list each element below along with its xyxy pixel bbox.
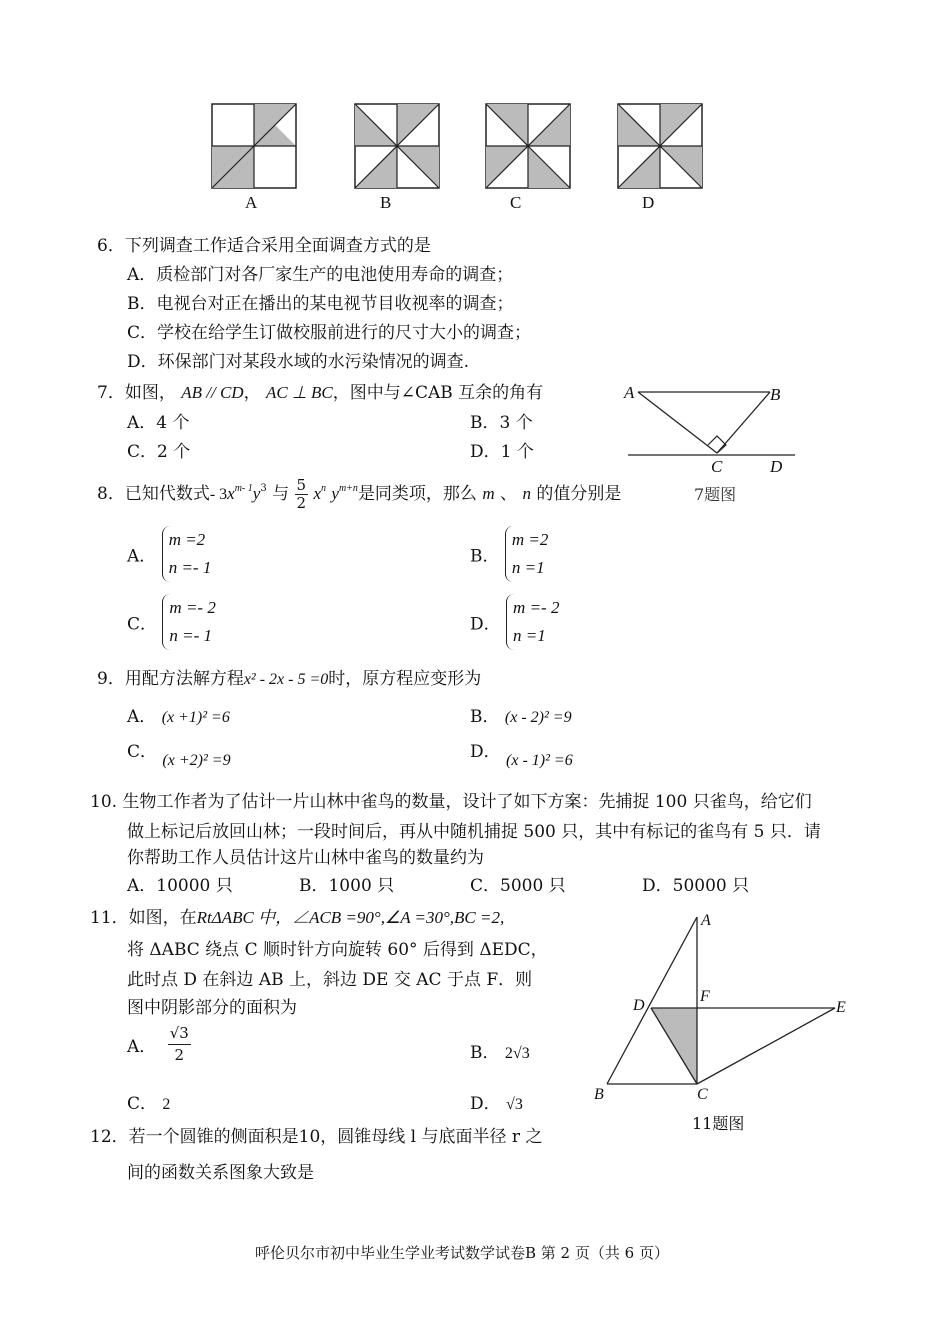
q10-option-d: D．50000 只 [642, 876, 750, 896]
q8-c-eq2: n =- 1 [169, 626, 213, 645]
q8-frac-num: 5 [296, 476, 307, 494]
q10-option-c: C．5000 只 [470, 876, 566, 896]
q11-c-label: C． [127, 1094, 158, 1114]
pinwheel-label-b: B [380, 193, 392, 212]
q8-term2-yexp: m+n [338, 483, 358, 494]
pinwheel-a [212, 104, 296, 188]
q9-option-c [127, 737, 231, 769]
q11-fig-label-a: A [701, 912, 711, 929]
q11-b-label: B． [470, 1043, 500, 1063]
q8-option-d-label: D． [470, 614, 501, 635]
q9-stem-post: 时，原方程应变形为 [328, 669, 482, 689]
q11-a-label: A． [127, 1037, 157, 1057]
pinwheel-figures [0, 0, 950, 220]
q7-fig-label-b: B [770, 385, 781, 404]
page-footer: 呼伦贝尔市初中毕业生学业考试数学试卷B 第 2 页（共 6 页） [255, 1244, 669, 1262]
q11-fig-label-c: C [697, 1086, 708, 1103]
q8-option-a-system [162, 526, 212, 582]
q11-fig-label-d: D [633, 997, 645, 1014]
q7-option-c: C．2 个 [127, 442, 191, 462]
q11-d-label: D． [470, 1094, 501, 1114]
q8-stem-mid: 是同类项，那么 [357, 484, 477, 504]
q8-comma: 、 [500, 484, 518, 504]
q9-a-label: A． [127, 707, 157, 727]
q7-fig-label-c: C [711, 457, 723, 476]
q11-line1 [90, 903, 504, 928]
q8-d-eq1: m =- 2 [513, 598, 560, 617]
q8-stem [97, 469, 621, 515]
q8-a-eq2: n =- 1 [168, 558, 212, 577]
q7-option-a: A．4 个 [127, 413, 190, 433]
q8-a-eq1: m =2 [168, 530, 206, 549]
q8-num: 8． [97, 484, 125, 504]
q11-fig-caption: 11题图 [692, 1114, 745, 1133]
q9-a-expr: (x +1)² =6 [161, 709, 230, 726]
q9-option-b [470, 702, 572, 727]
q11-fig-label-e: E [836, 999, 846, 1016]
pinwheel-b [355, 104, 439, 188]
q11-line2: 将 ΔABC 绕点 C 顺时针方向旋转 60° 后得到 ΔEDC， [127, 940, 548, 960]
q11-option-d [470, 1089, 523, 1114]
q11-a-num: √3 [168, 1025, 191, 1045]
q7-stem-pre: 如图， [124, 383, 176, 403]
q6-option-b: B．电视台对正在播出的某电视节目收视率的调查； [127, 294, 514, 314]
q10-option-a: A．10000 只 [127, 876, 233, 896]
q9-option-a [127, 702, 230, 727]
q8-b-eq2: n =1 [511, 558, 545, 577]
q11-a-den: 2 [174, 1046, 185, 1064]
q8-term2-xexp: n [321, 483, 326, 494]
q9-b-label: B． [470, 707, 500, 727]
q8-option-a [127, 526, 211, 582]
q8-stem-pre: 已知代数式 [124, 484, 210, 504]
q11-option-b [470, 1038, 530, 1063]
q11-option-c [127, 1089, 170, 1114]
q9-b-expr: (x - 2)² =9 [504, 709, 572, 726]
q9-num: 9． [97, 669, 125, 689]
q10-line1: 10. 生物工作者为了估计一片山林中雀鸟的数量，设计了如下方案：先捕捉 100 只雀鸟，给它们 [90, 792, 812, 812]
q7-fig-caption: 7题图 [694, 485, 737, 504]
q8-var-m: m [482, 484, 495, 503]
q11-fig-label-b: B [594, 1086, 604, 1103]
q9-c-expr: (x +2)² =9 [162, 752, 231, 769]
q8-term1-xexp: m- 1 [234, 483, 253, 494]
q6-option-c: C．学校在给学生订做校服前进行的尺寸大小的调查； [127, 323, 532, 343]
q8-option-c-label: C． [127, 614, 158, 635]
q11-line3: 此时点 D 在斜边 AB 上，斜边 DE 交 AC 于点 F．则 [127, 970, 533, 990]
q9-c-label: C． [127, 742, 158, 762]
q8-option-b [470, 526, 548, 582]
q9-d-label: D． [470, 742, 501, 762]
q8-term1-x: x [227, 484, 235, 503]
q8-fraction [295, 477, 309, 512]
q7-fig-label-a: A [624, 383, 635, 402]
q8-option-a-label: A． [127, 546, 157, 567]
q9-stem [97, 664, 481, 689]
q8-option-b-system [505, 526, 549, 582]
q10-option-b: B．1000 只 [299, 876, 395, 896]
q8-term2-y: y [331, 484, 339, 503]
q7-stem [97, 378, 543, 403]
q11-line1-expr: RtΔABC 中，∠ACB =90°,∠A =30°,BC =2, [196, 908, 505, 927]
q8-frac-den: 2 [296, 494, 307, 512]
q7-fig-label-d: D [770, 457, 783, 476]
q6-option-a: A．质检部门对各厂家生产的电池使用寿命的调查； [127, 265, 514, 285]
q8-d-eq2: n =1 [513, 626, 546, 645]
q8-c-eq1: m =- 2 [169, 598, 216, 617]
pinwheel-c [486, 104, 570, 188]
q8-option-c [127, 594, 216, 650]
q8-term1-coef: - 3 [209, 486, 228, 503]
q8-option-d-system [506, 594, 559, 650]
q11-option-a [127, 1025, 191, 1064]
q11-figure [590, 905, 860, 1095]
q11-fig-label-f: F [700, 988, 710, 1005]
q6-option-d: D．环保部门对某段水域的水污染情况的调查. [127, 352, 470, 372]
q11-c-expr: 2 [162, 1096, 171, 1113]
q8-b-eq1: m =2 [511, 530, 549, 549]
q10-line3: 你帮助工作人员估计这片山林中雀鸟的数量约为 [127, 848, 484, 868]
q9-equation: x² - 2x - 5 =0 [243, 671, 329, 688]
q11-a-fraction [168, 1025, 191, 1064]
q9-option-d [470, 737, 573, 769]
q7-expr1: AB // CD [181, 383, 244, 402]
q8-term2-x: x [313, 484, 321, 503]
q8-term1-yexp: 3 [260, 483, 267, 494]
q7-num: 7． [97, 383, 125, 403]
pinwheel-label-c: C [510, 193, 522, 212]
pinwheel-label-d: D [642, 193, 655, 212]
q7-option-b: B．3 个 [470, 413, 533, 433]
pinwheel-d [618, 104, 702, 188]
q11-b-expr: 2√3 [504, 1045, 530, 1062]
q10-line2: 做上标记后放回山林；一段时间后，再从中随机捕捉 500 只，其中有标记的雀鸟有 5 只．请 [127, 822, 821, 842]
q11-line1-pre: 11．如图，在 [90, 908, 197, 928]
q7-option-d: D．1 个 [470, 442, 534, 462]
q8-option-d [470, 594, 559, 650]
q9-d-expr: (x - 1)² =6 [506, 752, 573, 769]
q11-d-expr: √3 [506, 1096, 523, 1113]
q8-var-n: n [522, 484, 531, 503]
q7-sep: ， [243, 383, 261, 403]
q9-stem-pre: 用配方法解方程 [124, 669, 244, 689]
q8-stem-post: 的值分别是 [536, 484, 622, 504]
q12-line1: 12．若一个圆锥的侧面积是10，圆锥母线 l 与底面半径 r 之 [90, 1127, 543, 1147]
pinwheel-label-a: A [245, 193, 258, 212]
q7-stem-post: ，图中与∠CAB 互余的角有 [332, 383, 544, 403]
q11-line4: 图中阴影部分的面积为 [127, 998, 297, 1018]
q8-option-b-label: B． [470, 546, 500, 567]
q7-expr2: AC ⊥ BC [265, 383, 333, 402]
q8-with: 与 [272, 484, 290, 504]
q6-stem: 6．下列调查工作适合采用全面调查方式的是 [97, 236, 431, 256]
q12-line2: 间的函数关系图象大致是 [127, 1163, 314, 1183]
q8-term1-y: y [252, 484, 261, 503]
q8-option-c-system [162, 594, 215, 650]
